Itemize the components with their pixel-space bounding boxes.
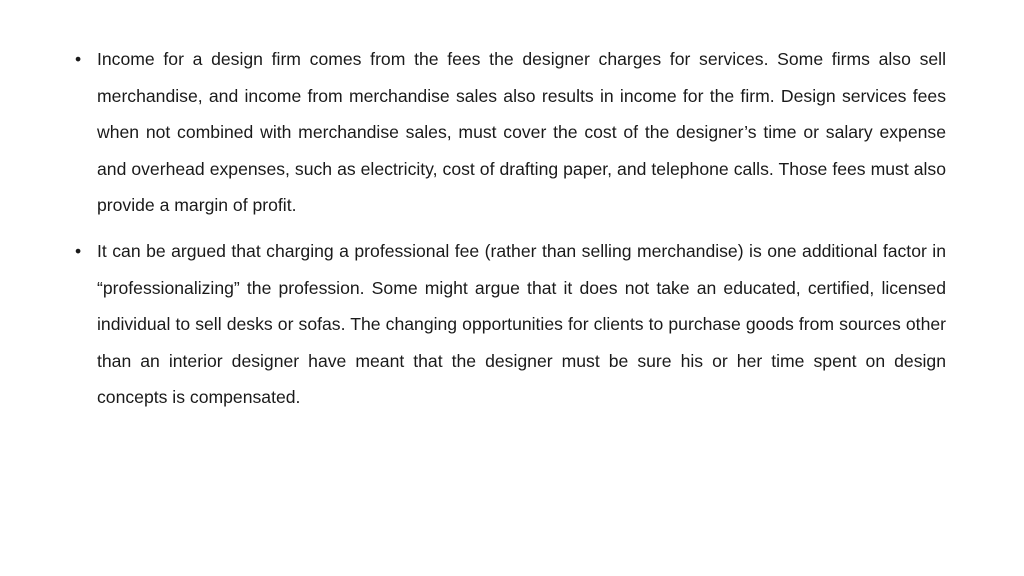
bullet-item-professional-fee [74,233,946,416]
bullet-item-fees [74,41,946,224]
bullet-text: It can be argued that charging a professional fee (rather than selling merchandise) is one additional factor in “professionalizing” the profession. Some might argue that it does not take an educated, certified, licensed individual to sell desks or sofas. The changing opportunities for clients to purchase goods from sources other than an interior designer have meant that the designer must be sure his or her time spent on design concepts is compensated. [97,240,946,408]
bullet-list [74,41,946,425]
bullet-icon: • [75,49,82,69]
bullet-icon: • [75,240,82,261]
bullet-text: Income for a design firm comes from the fees the designer charges for services. Some firms also sell merchandise, and income from merchandise sales also results in income for the firm. Design services fees when not combined with merchandise sales, must cover the cost of the designer’s time or salary expense and overhead expenses, such as electricity, cost of drafting paper, and telephone calls. Those fees must also provide a margin of profit. [97,49,946,216]
